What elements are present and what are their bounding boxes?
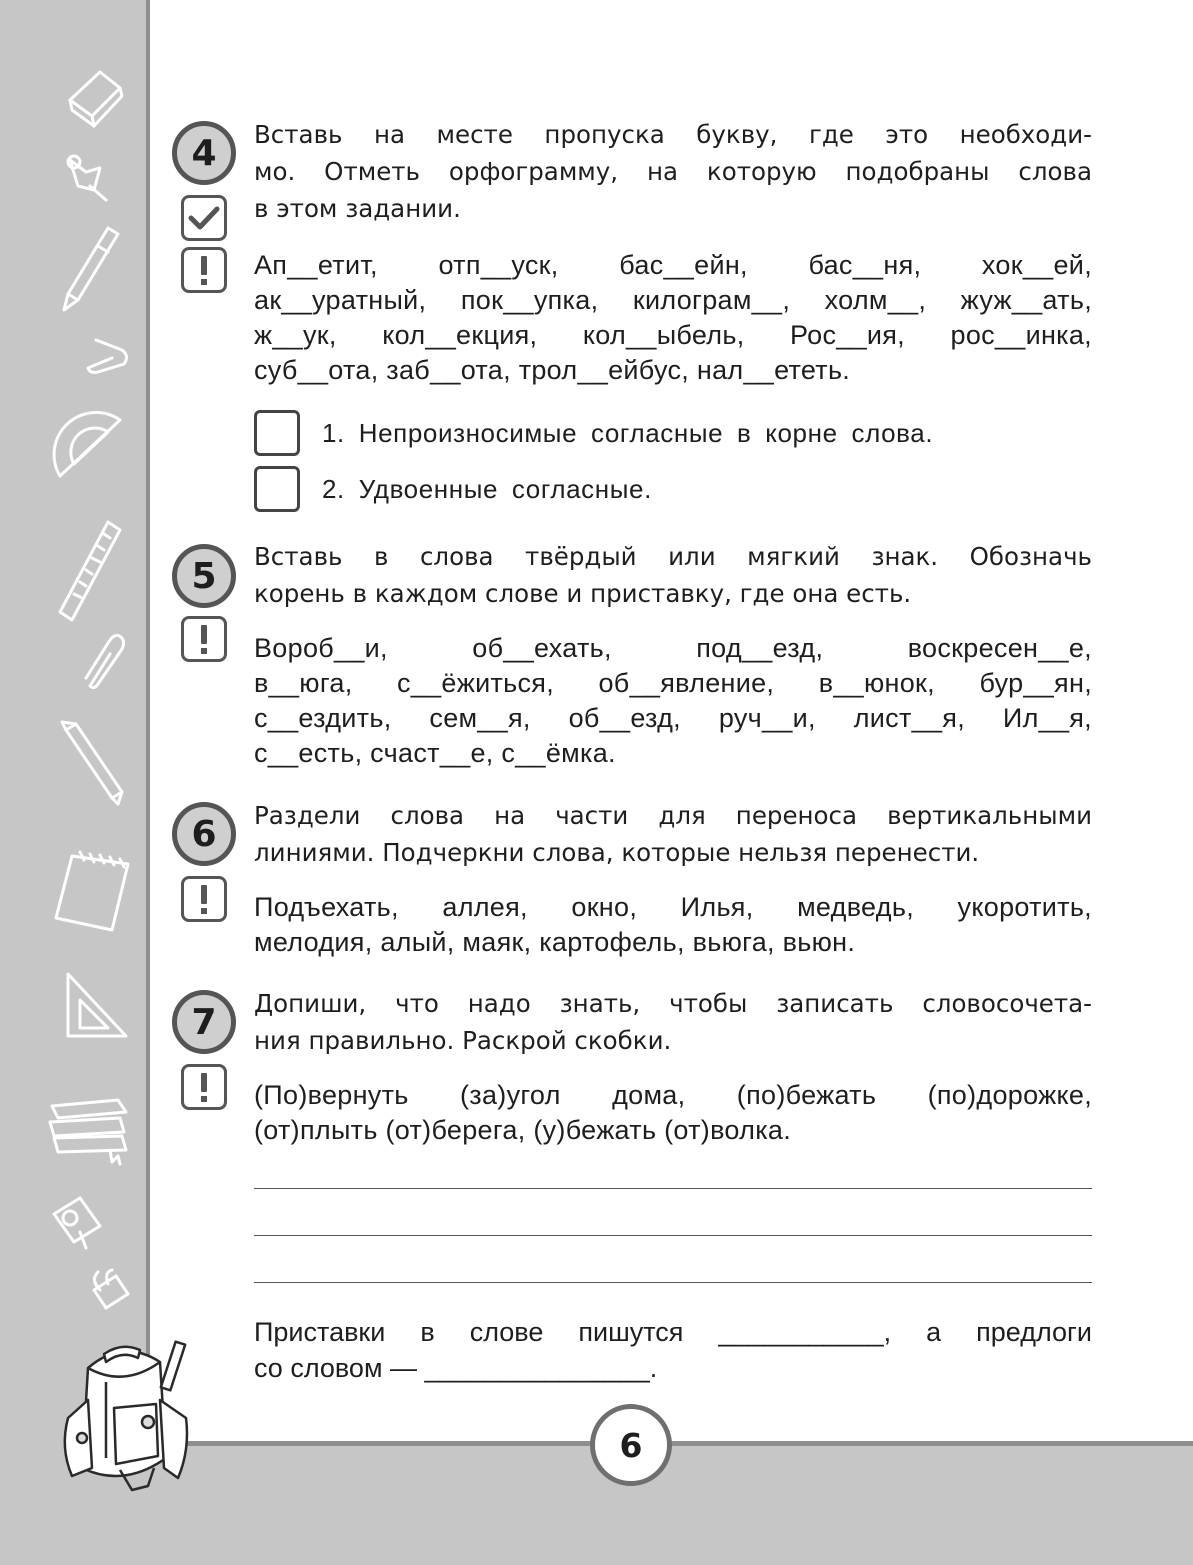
backpack-icon <box>48 1338 198 1498</box>
instruction-line: Раздели слова на части для переноса вертикальными <box>254 801 1092 830</box>
instruction-line: ния правильно. Раскрой скобки. <box>254 1026 672 1055</box>
writing-line[interactable] <box>254 1188 1092 1189</box>
paperclip-icon <box>88 340 127 373</box>
exercise-line: суб__ота, заб__ота, трол__ейбус, нал__ететь. <box>254 355 851 385</box>
page-number: 6 <box>590 1404 672 1486</box>
sharpener-icon <box>54 1198 100 1248</box>
books-icon <box>50 1100 126 1164</box>
exclamation-icon <box>181 1064 227 1110</box>
answer-checkbox[interactable] <box>254 466 300 512</box>
answer-option[interactable] <box>254 466 652 512</box>
exercise-line: Подъехать, аллея, окно, Илья, медведь, укоротить, <box>254 892 1092 922</box>
task-exercise <box>254 1078 1092 1148</box>
task-number-badge: 7 <box>172 990 236 1054</box>
task-number-badge: 4 <box>172 121 236 185</box>
answer-option-label: 1. Непроизносимые согласные в корне слова. <box>322 417 934 448</box>
exercise-line: с__ездить, сем__я, об__езд, руч__и, лист__я, Ил__я, <box>254 703 1092 733</box>
binder-clip-icon <box>94 1270 128 1308</box>
answer-option[interactable] <box>254 410 933 456</box>
exercise-line: (По)вернуть (за)угол дома, (по)бежать (по)дорожке, <box>254 1080 1092 1110</box>
fill-in-line: со словом — _______________. <box>254 1353 658 1383</box>
exercise-line: ак__уратный, пок__упка, килограм__, холм__, жуж__ать, <box>254 285 1092 315</box>
instruction-line: Вставь в слова твёрдый или мягкий знак. Обозначь <box>254 542 1092 571</box>
instruction-line: линиями. Подчеркни слова, которые нельзя перенести. <box>254 838 980 867</box>
exercise-line: с__есть, счаст__е, с__ёмка. <box>254 738 616 768</box>
task-instruction <box>254 116 1092 227</box>
exclamation-icon <box>181 247 227 293</box>
task-number-badge: 6 <box>172 802 236 866</box>
exercise-line: в__юга, с__ёжиться, об__явление, в__юнок, бур__ян, <box>254 668 1092 698</box>
task-exercise <box>254 631 1092 771</box>
pushpin-icon <box>68 156 106 200</box>
paperclip-icon <box>86 635 124 687</box>
task-instruction <box>254 538 1092 612</box>
task-exercise <box>254 890 1092 960</box>
writing-line[interactable] <box>254 1235 1092 1236</box>
exercise-line: (от)плыть (от)берега, (у)бежать (от)волка. <box>254 1115 792 1145</box>
eraser-icon <box>70 72 122 126</box>
pencil-icon <box>62 722 122 804</box>
task-instruction <box>254 985 1092 1059</box>
instruction-line: Допиши, что надо знать, чтобы записать словосочета- <box>254 989 1092 1018</box>
task-exercise <box>254 248 1092 388</box>
instruction-line: в этом задании. <box>254 194 461 223</box>
set-square-icon <box>68 974 126 1036</box>
sidebar-doodles <box>0 0 200 1500</box>
instruction-line: мо. Отметь орфограмму, на которую подобраны слова <box>254 157 1092 186</box>
exercise-line: ж__ук, кол__екция, кол__ыбель, Рос__ия, рос__инка, <box>254 320 1092 350</box>
answer-checkbox[interactable] <box>254 410 300 456</box>
instruction-line: Вставь на месте пропуска букву, где это необходи- <box>254 120 1092 149</box>
instruction-line: корень в каждом слове и приставку, где она есть. <box>254 579 912 608</box>
exercise-line: Ап__етит, отп__уск, бас__ейн, бас__ня, хок__ей, <box>254 250 1092 280</box>
notepad-icon <box>56 852 128 930</box>
ruler-icon <box>60 522 120 620</box>
protractor-icon <box>54 413 120 476</box>
fill-in-sentence <box>254 1314 1092 1386</box>
exclamation-icon <box>181 616 227 662</box>
task-number-badge: 5 <box>172 544 236 608</box>
exercise-line: Вороб__и, об__ехать, под__езд, воскресен__е, <box>254 633 1092 663</box>
writing-line[interactable] <box>254 1282 1092 1283</box>
answer-option-label: 2. Удвоенные согласные. <box>322 473 652 504</box>
check-icon <box>181 195 227 241</box>
exercise-line: мелодия, алый, маяк, картофель, вьюга, вьюн. <box>254 927 856 957</box>
task-instruction <box>254 797 1092 871</box>
exclamation-icon <box>181 876 227 922</box>
fill-in-line: Приставки в слове пишутся ___________, а предлоги <box>254 1317 1092 1347</box>
pen-icon <box>64 228 118 310</box>
